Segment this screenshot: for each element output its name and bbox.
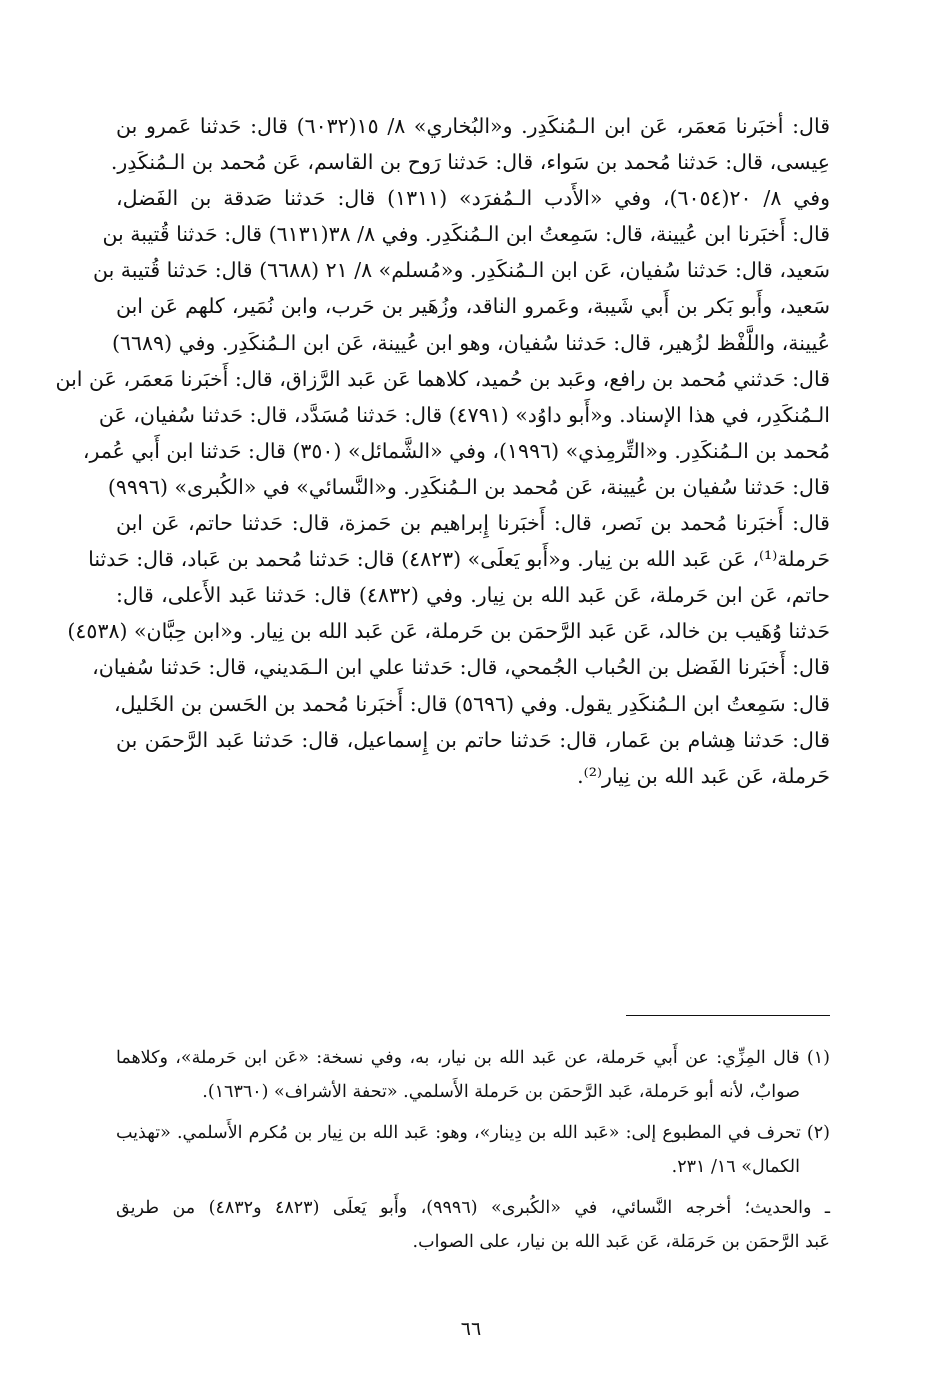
page-number: ٦٦ [460,1318,482,1340]
text-line: سَعيد، قال: حَدثنا سُفيان، عَن ابن الـمُنكَدِر. و«مُسلم» ٨/ ٢١ (٦٦٨٨) قال: حَدثنا قُتيبة بن [92,258,830,283]
main-text-block [55,108,830,794]
footnotes-block [116,1042,830,1259]
text-line: قال: حَدثني مُحمد بن رافع، وعَبد بن حُميد، كلاهما عَن عَبد الرَّزاق، قال: أَخبَرنا مَعمَر، عَن ابن [55,366,830,391]
footnote-1 [116,1042,830,1109]
text-line: قال: سَمِعتُ ابن الـمُنكَدِر يقول. وفي (٥٦٩٦) قال: أَخبَرنا مُحمد بن الحَسن بن الخَليل، [114,691,830,716]
footnote-line: (٢) تحرف في المطبوع إلى: «عَبد الله بن دِينار»، وهو: عَبد الله بن نِيار بن مُكرم الأَسلمي. «تهذيب [116,1123,830,1143]
text-line: وفي ٨/ ٢٠(٦٠٥٤)، وفي «الأَدب الـمُفرَد» (١٣١١) قال: حَدثنا صَدقة بن الفَضل، [116,186,830,211]
footnote-line: صوابٌ، لأنه أبو حَرملة، عَبد الرَّحمَن بن حَرملة الأَسلمي. «تحفة الأشراف» (١٦٣٦٠). [202,1081,800,1102]
text-line: سَعيد، وأَبو بَكر بن أَبي شَيبة، وعَمرو الناقد، وزُهَير بن حَرب، وابن نُمَير، كلهم عَن ابن [116,294,830,319]
footnote-line: عَبد الرَّحمَن بن حَرمَلة، عَن عَبد الله بن نيار، على الصواب. [412,1231,830,1252]
text-line: حَرملة، عَن عَبد الله بن نِيار⁽²⁾. [577,763,830,788]
footnote-line: (١) قال المِزِّي: عن أَبي حَرملة، عن عَبد الله بن نيار، به، وفي نسخة: «عَن ابن حَرملة»، وكلاهما [116,1048,830,1068]
text-line: قال: حَدثنا هِشام بن عَمار، قال: حَدثنا حاتم بن إِسماعيل، قال: حَدثنا عَبد الرَّحمَن بن [116,727,830,752]
text-line: قال: أَخبَرنا مُحمد بن نَصر، قال: أَخبَرنا إِبراهيم بن حَمزة، قال: حَدثنا حاتم، عَن ابن [116,511,830,536]
text-line: حَرملة⁽¹⁾، عَن عَبد الله بن نِيار. و«أَبو يَعلَى» (٤٨٢٣) قال: حَدثنا مُحمد بن عَباد، قال: حَدثنا [88,547,830,572]
footnote-2 [116,1117,830,1184]
text-line: حاتم، عَن ابن حَرملة، عَن عَبد الله بن نِيار. وفي (٤٨٣٢) قال: حَدثنا عَبد الأَعلى، قال: [116,583,830,608]
footnote-line: الكمال» ١٦/ ٢٣١. [671,1156,800,1177]
footnote-separator [626,1015,830,1016]
text-line: حَدثنا وُهَيب بن خالد، عَن عَبد الرَّحمَن بن حَرملة، عَن عَبد الله بن نِيار. و«ابن حِبَّان» (٤٥٣٨) [67,619,830,644]
text-line: قال: أَخبَرنا الفَضل بن الحُباب الجُمحي، قال: حَدثنا علي ابن الـمَديني، قال: حَدثنا سُفيان، [92,655,830,680]
text-line: الـمُنكَدِر، في هذا الإسناد. و«أَبو داوُد» (٤٧٩١) قال: حَدثنا مُسَدَّد، قال: حَدثنا سُفيان، عَن [98,402,830,427]
footnote-line: ـ والحديث؛ أخرجه النَّسائي، في «الكُبرى» (٩٩٩٦)، وأَبو يَعلَى (٤٨٢٣ و٤٨٣٢) من طريق [116,1198,830,1218]
footnote-note [116,1192,830,1259]
text-line: قال: حَدثنا سُفيان بن عُيينة، عَن مُحمد بن الـمُنكَدِر. و«النَّسائي» في «الكُبرى» (٩٩٩٦) [107,474,830,499]
text-line: قال: أَخبَرنا ابن عُيينة، قال: سَمِعتُ ابن الـمُنكَدِر. وفي ٨/ ٣٨(٦١٣١) قال: حَدثنا قُتيبة بن [102,222,830,247]
text-line: قال: أخبَرنا مَعمَر، عَن ابن الـمُنكَدِر. و«البُخاري» ٨/ ١٥(٦٠٣٢) قال: حَدثنا عَمرو بن [116,114,830,138]
text-line: عِيسى، قال: حَدثنا مُحمد بن سَواء، قال: حَدثنا رَوح بن القاسم، عَن مُحمد بن الـمُنكَدِر. [110,150,830,175]
text-line: مُحمد بن الـمُنكَدِر. و«التِّرمِذي» (١٩٩٦)، وفي «الشَّمائل» (٣٥٠) قال: حَدثنا ابن أَبي عُمر، [82,438,830,463]
text-line: عُيينة، واللَّفْظ لزُهير، قال: حَدثنا سُفيان، وهو ابن عُيينة، عَن ابن الـمُنكَدِر. وفي (٦٦٨٩) [112,330,830,355]
